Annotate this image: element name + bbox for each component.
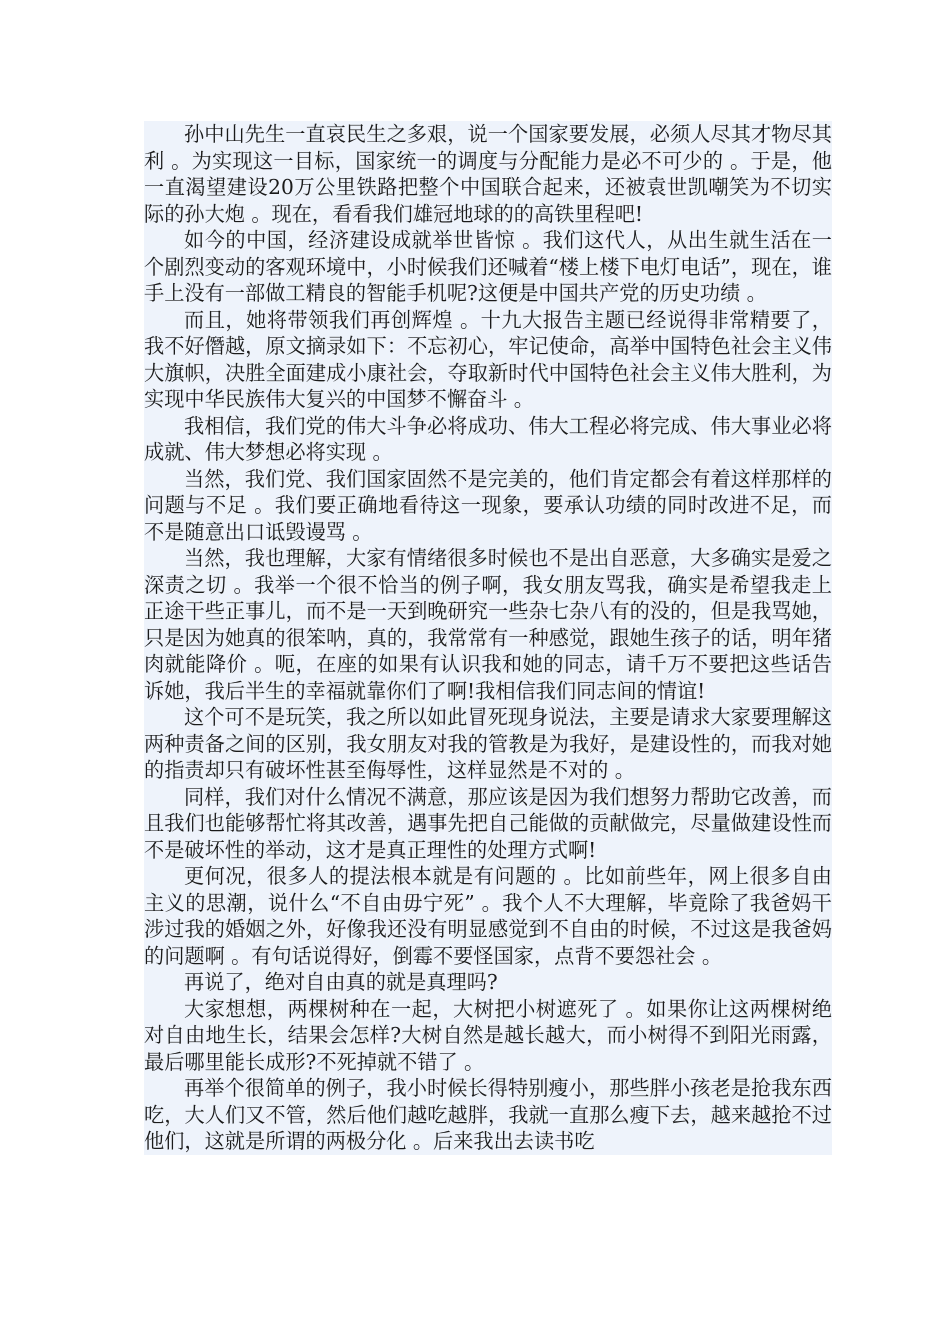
paragraph: 这个可不是玩笑，我之所以如此冒死现身说法，主要是请求大家要理解这两种责备之间的区别，我女朋友对我的管教是为我好，是建设性的，而我对她的指责却只有破坏性甚至侮辱性，这样显然是不对的 。 [144, 705, 832, 782]
paragraph: 再说了，绝对自由真的就是真理吗? [144, 969, 832, 996]
paragraph: 当然，我们党、我们国家固然不是完美的，他们肯定都会有着这样那样的问题与不足 。我们要正确地看待这一现象，要承认功绩的同时改进不足，而不是随意出口诋毁谩骂 。 [144, 466, 832, 544]
paragraph: 如今的中国，经济建设成就举世皆惊 。我们这代人，从出生就生活在一个剧烈变动的客观环境中，小时候我们还喊着“楼上楼下电灯电话”，现在，谁手上没有一部做工精良的智能手机呢?这便是中国共产党的历史功绩 。 [144, 228, 832, 305]
paragraph: 大家想想，两棵树种在一起，大树把小树遮死了 。如果你让这两棵树绝对自由地生长，结果会怎样?大树自然是越长越大，而小树得不到阳光雨露，最后哪里能长成形?不死掉就不错了 。 [144, 996, 832, 1074]
paragraph: 同样，我们对什么情况不满意，那应该是因为我们想努力帮助它改善，而且我们也能够帮忙将其改善，遇事先把自己能做的贡献做完，尽量做建设性而不是破坏性的举动，这才是真正理性的处理方式啊! [144, 784, 832, 862]
paragraph: 孙中山先生一直哀民生之多艰，说一个国家要发展，必须人尽其才物尽其利 。为实现这一目标，国家统一的调度与分配能力是必不可少的 。于是，他一直渴望建设20万公里铁路把整个中国联合起来，还被袁世凯嘲笑为不切实际的孙大炮 。现在，看看我们雄冠地球的的高铁里程吧! [144, 122, 832, 226]
paragraph: 当然，我也理解，大家有情绪很多时候也不是出自恶意，大多确实是爱之深责之切 。我举一个很不恰当的例子啊，我女朋友骂我，确实是希望我走上正途干些正事儿，而不是一天到晚研究一些杂七杂八有的没的，但是我骂她，只是因为她真的很笨呐，真的，我常常有一种感觉，跟她生孩子的话，明年猪肉就能降价 。呃，在座的如果有认识我和她的同志，请千万不要把这些话告诉她，我后半生的幸福就靠你们了啊!我相信我们同志间的情谊! [144, 546, 832, 703]
paragraph: 我相信，我们党的伟大斗争必将成功、伟大工程必将完成、伟大事业必将成就、伟大梦想必将实现 。 [144, 413, 832, 464]
document-body [144, 121, 832, 1155]
paragraph: 再举个很简单的例子，我小时候长得特别瘦小，那些胖小孩老是抢我东西吃，大人们又不管，然后他们越吃越胖，我就一直那么瘦下去，越来越抢不过他们，这就是所谓的两极分化 。后来我出去读书吃 [144, 1076, 832, 1153]
paragraph: 而且，她将带领我们再创辉煌 。十九大报告主题已经说得非常精要了，我不好僭越，原文摘录如下：不忘初心，牢记使命，高举中国特色社会主义伟大旗帜，决胜全面建成小康社会，夺取新时代中国特色社会主义伟大胜利，为实现中华民族伟大复兴的中国梦不懈奋斗 。 [144, 307, 832, 411]
paragraph: 更何况，很多人的提法根本就是有问题的 。比如前些年，网上很多自由主义的思潮，说什么“不自由毋宁死” 。我个人不大理解，毕竟除了我爸妈干涉过我的婚姻之外，好像我还没有明显感觉到不自由的时候，不过这是我爸妈的问题啊 。有句话说得好，倒霉不要怪国家，点背不要怨社会 。 [144, 864, 832, 968]
